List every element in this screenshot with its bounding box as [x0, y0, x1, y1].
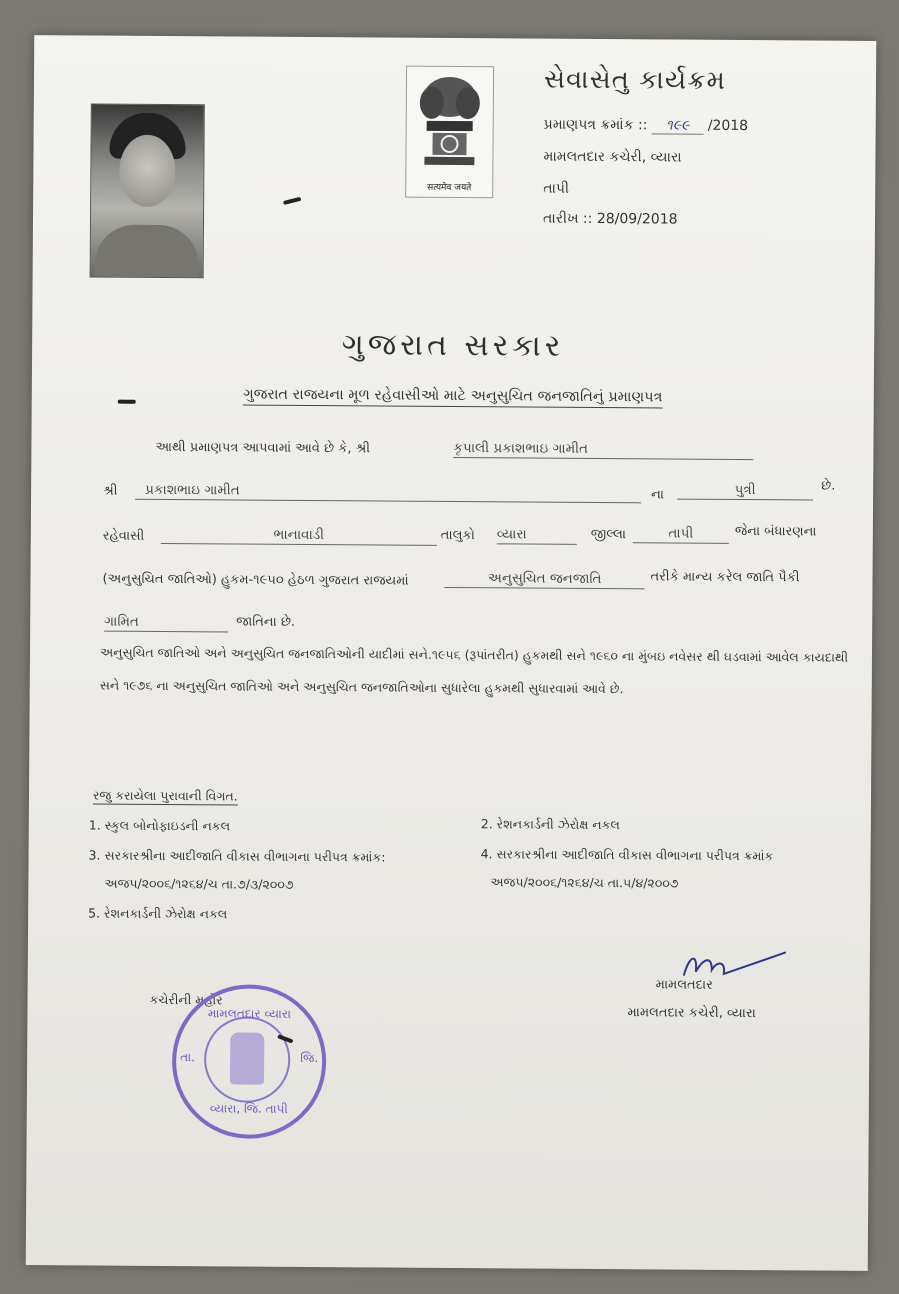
district-name: તાપી [543, 180, 570, 197]
seal-emblem-icon [230, 1032, 264, 1084]
caste-name: ગામિત [104, 614, 228, 633]
certificate-number-value: ૧૯૯ [652, 117, 704, 134]
evidence-item: અજપ/૨૦૦૬/૧૨૬૪/ચ તા.૫/૪/૨૦૦૭ [490, 874, 679, 891]
evidence-item: અજપ/૨૦૦૬/૧૨૬૪/ચ તા.૭/૩/૨૦૦૭ [104, 875, 294, 892]
issue-date-value: 28/09/2018 [596, 211, 678, 228]
residence-suffix: જેના બંધારણના [734, 523, 817, 540]
signatory-office: મામલતદાર કચેરી, વ્યારા [627, 1005, 756, 1022]
parent-prefix: શ્રી [103, 483, 118, 499]
program-title: સેવાસેતુ કાર્યક્રમ [543, 64, 727, 96]
intro-text: આથી પ્રમાણપત્ર આપવામાં આવે છે કે, શ્રી [155, 439, 370, 457]
relation: પુત્રી [677, 482, 813, 501]
taluka-name: વ્યારા [497, 526, 577, 545]
evidence-item: 1. સ્કુલ બોનોફાઇડની નકલ [88, 817, 231, 834]
emblem-motto: सत्यमेव जयते [427, 182, 472, 194]
signatory-role: મામલતદાર [655, 977, 713, 993]
evidence-item: 4. સરકારશ્રીના આદીજાતિ વીકાસ વીભાગના પરીપત્ર ક્રમાંક [480, 846, 774, 864]
category-name: અનુસુચિત જનજાતિ [444, 570, 644, 589]
certificate-number: પ્રમાણપત્ર ક્રમાંક :: ૧૯૯ /2018 [543, 116, 749, 135]
national-emblem [405, 66, 494, 199]
evidence-item: 2. રેશનકાર્ડની ઝેરોક્ષ નકલ [480, 816, 620, 833]
village-name: ભાનાવાડી [161, 526, 437, 546]
evidence-item: 3. સરકારશ્રીના આદીજાતિ વીકાસ વીભાગના પરીપત્ર ક્રમાંક: [88, 847, 386, 865]
evidence-item: 5. રેશનકાર્ડની ઝેરોક્ષ નકલ [88, 905, 228, 922]
district-value: તાપી [633, 525, 729, 544]
parent-name: પ્રકાશભાઇ ગામીત [135, 482, 641, 504]
office-stamp: મામલતદાર વ્યારા તા. જિ. વ્યારા, જિ. તાપી [172, 984, 327, 1139]
taluka-label: તાલુકો [440, 527, 475, 544]
office-seal-label: કચેરીની મહોર [149, 991, 223, 1008]
holder-name: કૃપાલી પ્રકાશભાઇ ગામીત [453, 440, 753, 460]
caste-suffix: જાતિના છે. [236, 614, 296, 630]
document-subtitle: ગુજરાત રાજયના મૂળ રહેવાસીઓ માટે અનુસુચિત જનજાતિનું પ્રમાણપત્ર [32, 385, 874, 407]
residence-prefix: રહેવાસી [102, 528, 145, 544]
evidence-heading: રજુ કરાયેલા પુરાવાની વિગત. [92, 787, 238, 804]
lion-capital-icon [406, 67, 493, 178]
applicant-photo [90, 103, 205, 278]
order-text: (અનુસુચિત જાતિઓ) હુકમ-૧૯૫૦ હેઠળ ગુજરાત રાજયમાં [102, 571, 409, 589]
legal-paragraph: અનુસુચિત જાતિઓ અને અનુસુચિત જનજાતિઓની યાદીમાં સને.૧૯૫૬ (રૂપાંતરીત) હુકમથી સને ૧૯૬૦ ના મુંબઇ નવેસર થી ઘડવામાં આવેલ કાયદાથી સને ૧૯૭૬ ના અનુસુચિત જાતિઓ અને અનુસુચિત જનજાતિઓના સુધારેલા હુકમથી સુધારવામાં આવે છે. [99, 644, 849, 697]
certificate-paper [26, 35, 877, 1271]
document-title: ગુજરાત સરકાર [341, 327, 565, 364]
issue-date: તારીખ :: 28/09/2018 [542, 210, 678, 228]
parent-mid: ના [651, 487, 665, 503]
relation-suffix: છે. [821, 478, 836, 494]
order-suffix: તરીકે માન્ય કરેલ જાતિ પૈકી [650, 569, 800, 586]
office-name: મામલતદાર કચેરી, વ્યારા [543, 148, 682, 166]
district-label: જીલ્લા [590, 526, 627, 543]
